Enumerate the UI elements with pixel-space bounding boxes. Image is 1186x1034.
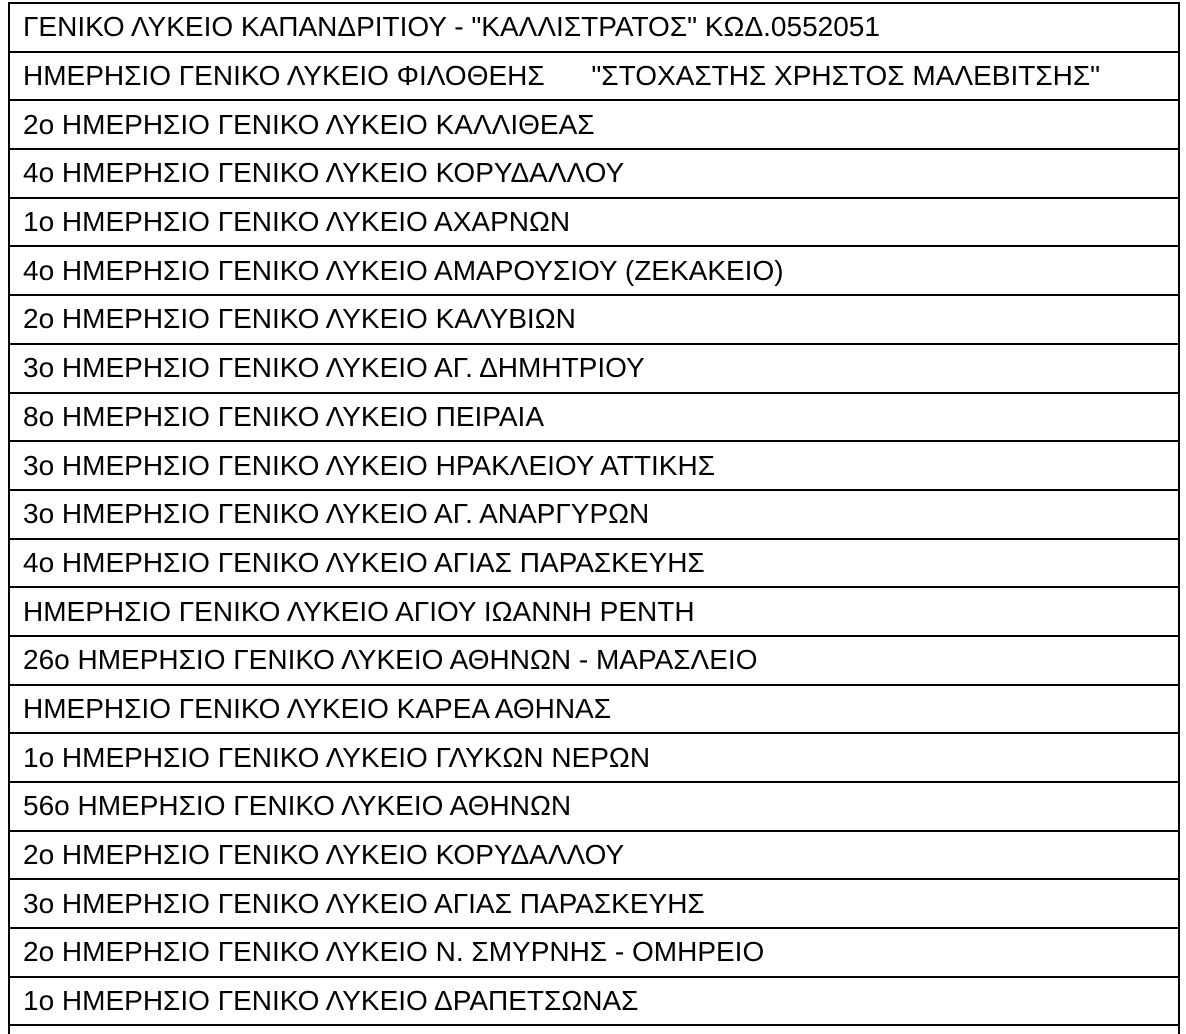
- empty-cell: [9, 1025, 1179, 1034]
- table-row: [9, 733, 1179, 782]
- table-row: [9, 490, 1179, 539]
- table-row: [9, 636, 1179, 685]
- school-name: 4ο ΗΜΕΡΗΣΙΟ ΓΕΝΙΚΟ ΛΥΚΕΙΟ ΑΜΑΡΟΥΣΙΟΥ (ΖΕΚΑΚΕΙΟ): [9, 246, 1179, 295]
- table-row: [9, 198, 1179, 247]
- school-name: 1ο ΗΜΕΡΗΣΙΟ ΓΕΝΙΚΟ ΛΥΚΕΙΟ ΓΛΥΚΩΝ ΝΕΡΩΝ: [9, 733, 1179, 782]
- table-row: [9, 295, 1179, 344]
- table-row: [9, 100, 1179, 149]
- table-row: [9, 977, 1179, 1026]
- school-name: ΗΜΕΡΗΣΙΟ ΓΕΝΙΚΟ ΛΥΚΕΙΟ ΑΓΙΟΥ ΙΩΑΝΝΗ ΡΕΝΤΗ: [9, 587, 1179, 636]
- school-name: 1ο ΗΜΕΡΗΣΙΟ ΓΕΝΙΚΟ ΛΥΚΕΙΟ ΑΧΑΡΝΩΝ: [9, 198, 1179, 247]
- school-name: ΗΜΕΡΗΣΙΟ ΓΕΝΙΚΟ ΛΥΚΕΙΟ ΚΑΡΕΑ ΑΘΗΝΑΣ: [9, 685, 1179, 734]
- school-name: 3ο ΗΜΕΡΗΣΙΟ ΓΕΝΙΚΟ ΛΥΚΕΙΟ ΑΓ. ΔΗΜΗΤΡΙΟΥ: [9, 344, 1179, 393]
- school-name: 56ο ΗΜΕΡΗΣΙΟ ΓΕΝΙΚΟ ΛΥΚΕΙΟ ΑΘΗΝΩΝ: [9, 782, 1179, 831]
- table-row: [9, 587, 1179, 636]
- table-row: [9, 539, 1179, 588]
- table-row-partial: [9, 1025, 1179, 1034]
- school-name: 2ο ΗΜΕΡΗΣΙΟ ΓΕΝΙΚΟ ΛΥΚΕΙΟ ΚΑΛΛΙΘΕΑΣ: [9, 100, 1179, 149]
- table-row: [9, 393, 1179, 442]
- school-name: 2ο ΗΜΕΡΗΣΙΟ ΓΕΝΙΚΟ ΛΥΚΕΙΟ Ν. ΣΜΥΡΝΗΣ - ΟΜΗΡΕΙΟ: [9, 928, 1179, 977]
- school-name: 3ο ΗΜΕΡΗΣΙΟ ΓΕΝΙΚΟ ΛΥΚΕΙΟ ΗΡΑΚΛΕΙΟΥ ΑΤΤΙΚΗΣ: [9, 441, 1179, 490]
- school-name: ΗΜΕΡΗΣΙΟ ΓΕΝΙΚΟ ΛΥΚΕΙΟ ΦΙΛΟΘΕΗΣ "ΣΤΟΧΑΣΤΗΣ ΧΡΗΣΤΟΣ ΜΑΛΕΒΙΤΣΗΣ": [9, 52, 1179, 101]
- school-name: 4ο ΗΜΕΡΗΣΙΟ ΓΕΝΙΚΟ ΛΥΚΕΙΟ ΚΟΡΥΔΑΛΛΟΥ: [9, 149, 1179, 198]
- table-row: [9, 52, 1179, 101]
- table-row: [9, 441, 1179, 490]
- table-row: [9, 3, 1179, 52]
- table-row: [9, 685, 1179, 734]
- school-name: 3ο ΗΜΕΡΗΣΙΟ ΓΕΝΙΚΟ ΛΥΚΕΙΟ ΑΓ. ΑΝΑΡΓΥΡΩΝ: [9, 490, 1179, 539]
- table-row: [9, 928, 1179, 977]
- school-name: 2ο ΗΜΕΡΗΣΙΟ ΓΕΝΙΚΟ ΛΥΚΕΙΟ ΚΟΡΥΔΑΛΛΟΥ: [9, 831, 1179, 880]
- table-row: [9, 344, 1179, 393]
- school-name: 3ο ΗΜΕΡΗΣΙΟ ΓΕΝΙΚΟ ΛΥΚΕΙΟ ΑΓΙΑΣ ΠΑΡΑΣΚΕΥΗΣ: [9, 879, 1179, 928]
- table-row: [9, 246, 1179, 295]
- school-name: 26ο ΗΜΕΡΗΣΙΟ ΓΕΝΙΚΟ ΛΥΚΕΙΟ ΑΘΗΝΩΝ - ΜΑΡΑΣΛΕΙΟ: [9, 636, 1179, 685]
- school-name: 4ο ΗΜΕΡΗΣΙΟ ΓΕΝΙΚΟ ΛΥΚΕΙΟ ΑΓΙΑΣ ΠΑΡΑΣΚΕΥΗΣ: [9, 539, 1179, 588]
- school-name: 2ο ΗΜΕΡΗΣΙΟ ΓΕΝΙΚΟ ΛΥΚΕΙΟ ΚΑΛΥΒΙΩΝ: [9, 295, 1179, 344]
- table-row: [9, 831, 1179, 880]
- school-name: 8ο ΗΜΕΡΗΣΙΟ ΓΕΝΙΚΟ ΛΥΚΕΙΟ ΠΕΙΡΑΙΑ: [9, 393, 1179, 442]
- school-name: ΓΕΝΙΚΟ ΛΥΚΕΙΟ ΚΑΠΑΝΔΡΙΤΙΟΥ - "ΚΑΛΛΙΣΤΡΑΤΟΣ" ΚΩΔ.0552051: [9, 3, 1179, 52]
- school-name: 1ο ΗΜΕΡΗΣΙΟ ΓΕΝΙΚΟ ΛΥΚΕΙΟ ΔΡΑΠΕΤΣΩΝΑΣ: [9, 977, 1179, 1026]
- table-row: [9, 149, 1179, 198]
- table-row: [9, 879, 1179, 928]
- table-row: [9, 782, 1179, 831]
- school-list-table: [8, 2, 1180, 1034]
